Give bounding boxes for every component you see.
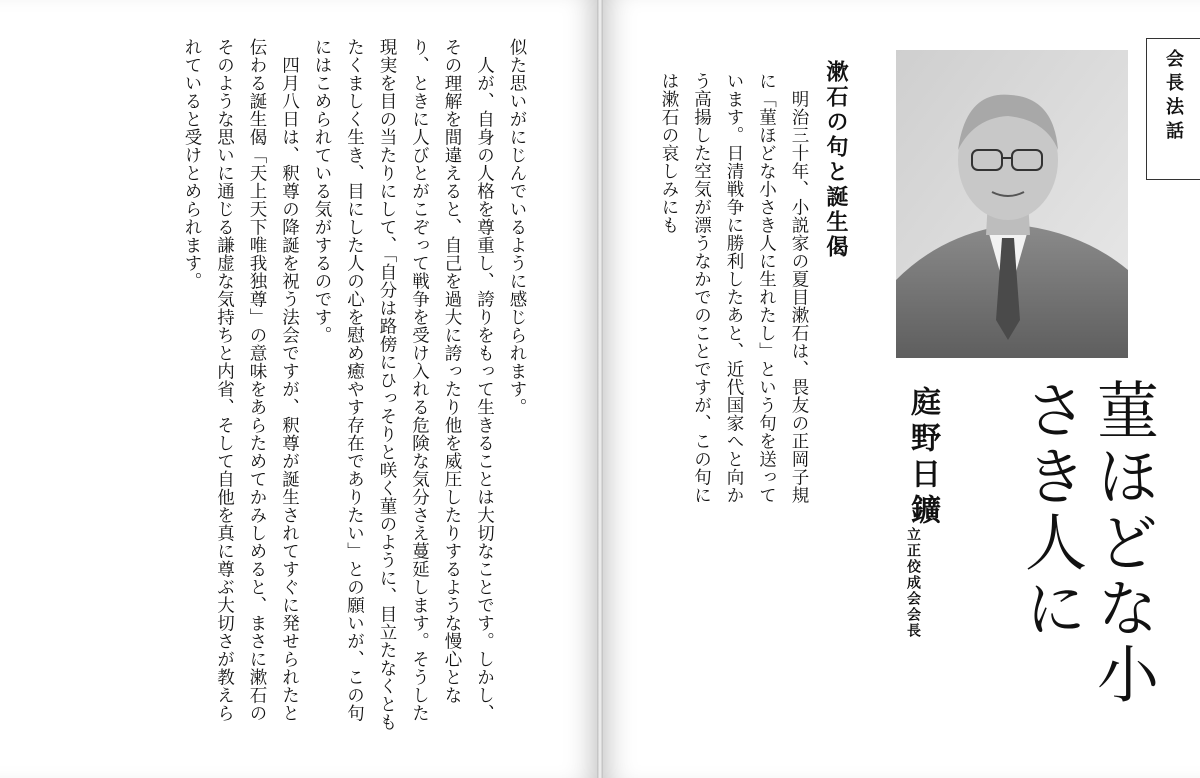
column-label-box	[1146, 38, 1200, 180]
section-heading: 漱石の句と誕生偈	[823, 60, 849, 260]
author-name: 庭野日鑛	[905, 386, 940, 530]
right-body-text	[651, 72, 815, 512]
left-body-text	[63, 38, 533, 738]
author-position: 立正佼成会会長	[905, 527, 921, 639]
left-paragraph-1: 似た思いがにじんでいるように感じられます。	[507, 38, 527, 416]
author-photo	[896, 50, 1128, 358]
left-paragraph-3: 四月八日は、釈尊の降誕を祝う法会ですが、釈尊が誕生されてすぐに発せられたと伝わる誕生偈「天上天下唯我独尊」の意味をあらためてかみしめると、まさに漱石のそのような思いに通じる謙虚な気持ちと内省、そして自他を真に尊ぶ大切さが教えられていると受けとめられます。	[182, 38, 300, 722]
left-paragraph-2: 人が、自身の人格を尊重し、誇りをもって生きることは大切なことです。しかし、その理解を間違えると、自己を過大に誇ったり他を威圧したりするような慢心となり、ときに人びとがこぞって戦争を受け入れる危険な気分さえ蔓延します。そうした現実を目の当たりにして、「自分は路傍にひっそりと咲く菫のように、目立たなくともたくましく生き、目にした人の心を慰め癒やす存在でありたい」との願いが、この句にはこめられている気がするのです。	[312, 38, 495, 732]
author-portrait-image	[896, 50, 1128, 358]
page-title: 菫ほどな小さき人に	[1014, 378, 1160, 708]
right-paragraph-1: 明治三十年、小説家の夏目漱石は、畏友の正岡子規に「菫ほどな小さき人に生れたし」という句を送っています。日清戦争に勝利したあと、近代国家へと向かう高揚した空気が漂うなかでのことですが、この句には漱石の哀しみにも	[659, 72, 809, 504]
left-page	[0, 0, 597, 778]
right-page	[603, 0, 1200, 778]
column-label: 会長法話	[1163, 49, 1184, 145]
